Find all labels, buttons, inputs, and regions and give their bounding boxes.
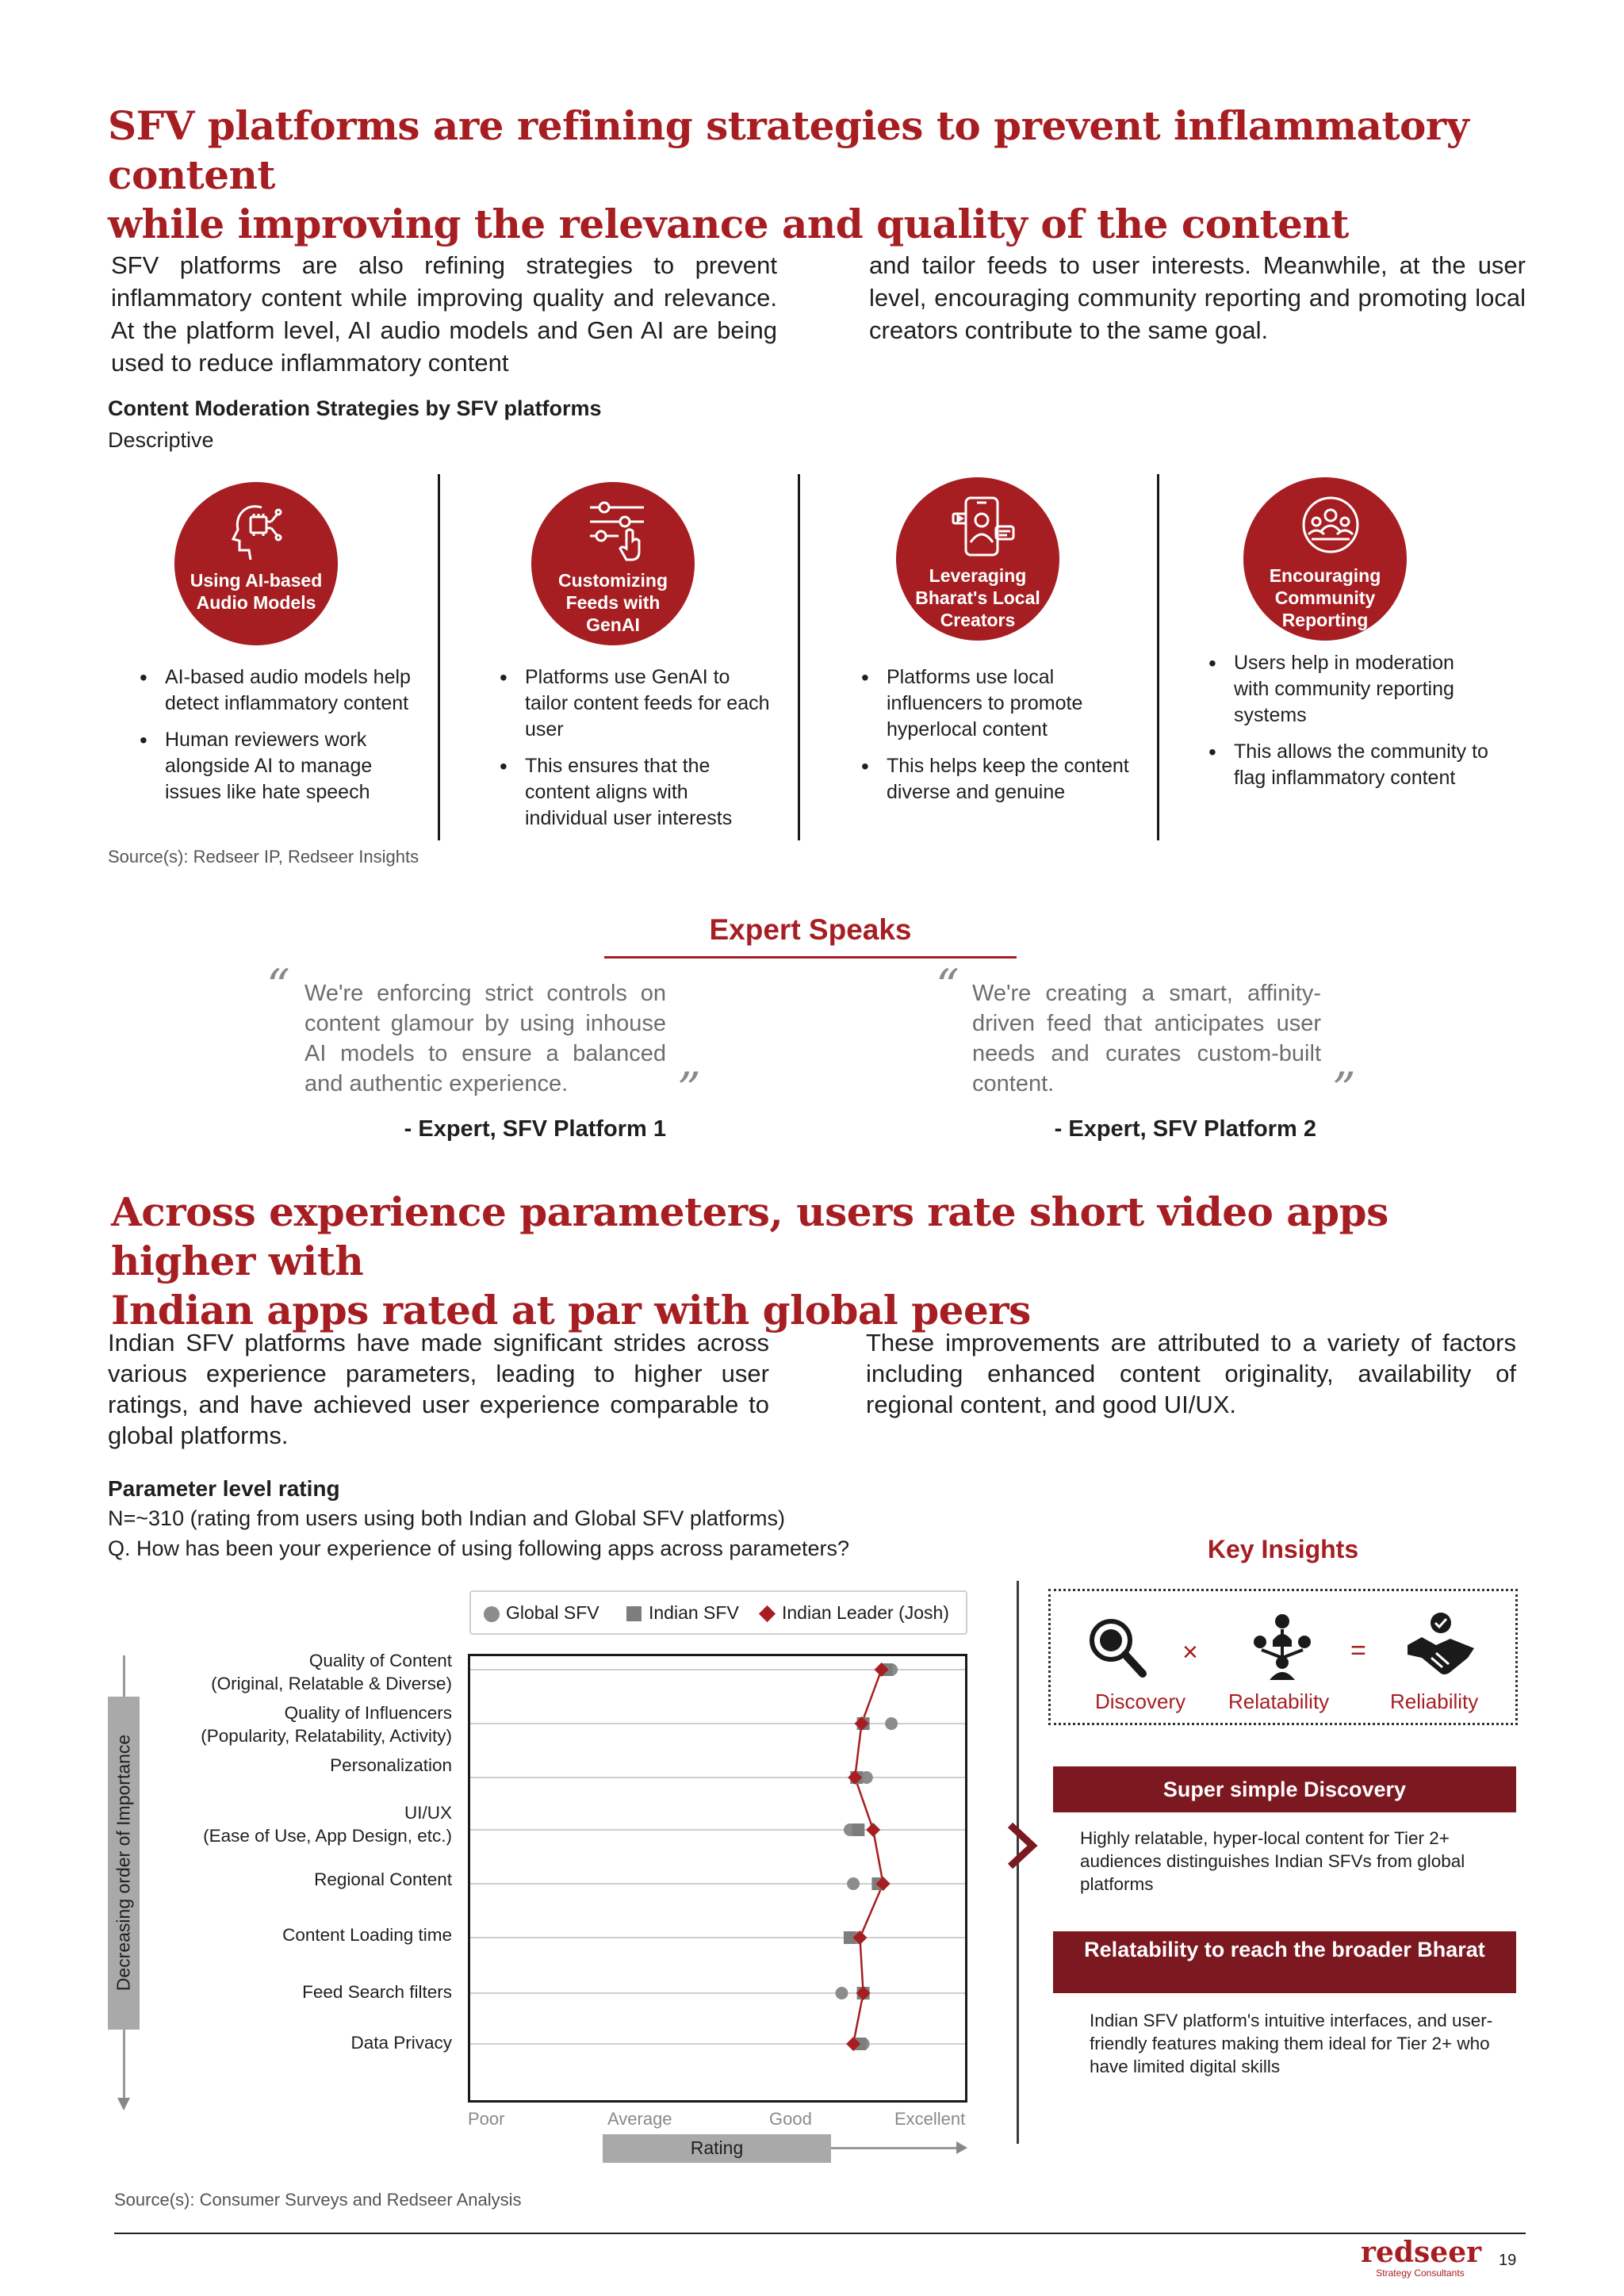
source-note: Source(s): Consumer Surveys and Redseer Analysis bbox=[114, 2190, 522, 2210]
list-item: • This allows the community to flag inflammatory content bbox=[1205, 739, 1491, 791]
list-item: • This helps keep the content diverse and genuine bbox=[858, 753, 1136, 806]
search-icon bbox=[1087, 1615, 1147, 1678]
global-sfv-point bbox=[836, 1987, 848, 1999]
close-quote-icon: ” bbox=[1332, 1062, 1356, 1116]
global-sfv-point bbox=[847, 1877, 860, 1890]
brand-wordmark: redseer bbox=[1361, 2236, 1482, 2269]
global-sfv-point bbox=[885, 1717, 898, 1730]
list-item: • Platforms use local influencers to promote hyperlocal content bbox=[858, 664, 1136, 743]
indian-sfv-point bbox=[852, 1823, 864, 1836]
ai-brain-icon bbox=[230, 499, 282, 563]
category-label: Quality of Content (Original, Relatable & Diverse) bbox=[211, 1651, 452, 1693]
section1-title bbox=[108, 101, 1535, 249]
insight-box-text: Indian SFV platform's intuitive interfaces, and user-friendly features making them ideal for Tier 2+ who have limited digital skills bbox=[1090, 2011, 1493, 2076]
insight-box-title: Relatability to reach the broader Bharat bbox=[1053, 1931, 1516, 1993]
relatability-label: Relatability bbox=[1228, 1689, 1330, 1713]
legend-global-label: Global SFV bbox=[506, 1602, 599, 1623]
community-icon bbox=[1299, 495, 1362, 555]
category-label: UI/UX (Ease of Use, App Design, etc.) bbox=[203, 1803, 452, 1846]
strategy-community-reporting bbox=[1243, 477, 1407, 641]
chart-note-n: N=~310 (rating from users using both Indian and Global SFV platforms) bbox=[108, 1506, 785, 1530]
strategy-label: Customizing Feeds with GenAI bbox=[558, 570, 668, 635]
strategy-label: Leveraging Bharat's Local Creators bbox=[915, 565, 1040, 630]
rating-chart bbox=[468, 1654, 967, 2103]
expert-heading-underline bbox=[604, 956, 1017, 959]
list-item: • Users help in moderation with community reporting systems bbox=[1205, 650, 1491, 729]
expert-attribution-2: - Expert, SFV Platform 2 bbox=[1054, 1116, 1316, 1142]
y-axis-label: Decreasing order of Importance bbox=[113, 1734, 134, 1992]
section2-title-line2: Indian apps rated at par with global peers bbox=[111, 1287, 1031, 1334]
x-tick-label: Excellent bbox=[894, 2109, 966, 2129]
category-label: Feed Search filters bbox=[302, 1982, 452, 2002]
expert-attribution-1: - Expert, SFV Platform 1 bbox=[404, 1116, 666, 1142]
legend-indian-marker bbox=[626, 1606, 642, 1621]
reliability-label: Reliability bbox=[1390, 1689, 1479, 1713]
x-axis-label: Rating bbox=[690, 2137, 744, 2158]
mobile-creator-icon bbox=[952, 495, 1015, 560]
section2-intro-left: Indian SFV platforms have made significant strides across various experience parameters, leading to higher user ratings, and have achieved user experience comparable to global platforms. bbox=[108, 1329, 769, 1449]
times-sign: × bbox=[1182, 1637, 1198, 1667]
insight-box-title: Super simple Discovery bbox=[1053, 1766, 1516, 1812]
legend-indian-label: Indian SFV bbox=[649, 1602, 739, 1623]
strategy-label: Encouraging Community Reporting bbox=[1269, 565, 1381, 630]
insight-box-text: Highly relatable, hyper-local content for Tier 2+ audiences distinguishes Indian SFVs from global platforms bbox=[1080, 1828, 1465, 1894]
section2-title bbox=[111, 1188, 1538, 1335]
strategy-bullets bbox=[136, 664, 414, 816]
y-axis-arrowhead bbox=[117, 2098, 130, 2110]
indian-leader-point bbox=[866, 1823, 880, 1837]
strategies-subtitle: Descriptive bbox=[108, 428, 214, 452]
divider bbox=[438, 474, 440, 840]
section1-intro-left: SFV platforms are also refining strategies to prevent inflammatory content while improving quality and relevance. At the platform level, AI audio models and Gen AI are being used to reduce inflammatory content bbox=[111, 251, 777, 377]
discovery-label: Discovery bbox=[1095, 1689, 1186, 1713]
x-tick-label: Good bbox=[769, 2109, 812, 2129]
list-item: • AI-based audio models help detect inflammatory content bbox=[136, 664, 414, 717]
chart-title: Parameter level rating bbox=[108, 1476, 340, 1501]
source-note: Source(s): Redseer IP, Redseer Insights bbox=[108, 847, 419, 867]
category-label: Regional Content bbox=[314, 1869, 452, 1889]
legend-leader-label: Indian Leader (Josh) bbox=[782, 1602, 949, 1623]
x-tick-label: Average bbox=[607, 2109, 672, 2129]
x-axis-arrow bbox=[831, 2147, 958, 2149]
strategy-label: Using AI-based Audio Models bbox=[190, 570, 323, 613]
section1-title-line2: while improving the relevance and quality of the content bbox=[108, 201, 1349, 247]
sliders-icon bbox=[587, 499, 647, 561]
key-insights-formula-box bbox=[1048, 1589, 1518, 1725]
chart-note-question: Q. How has been your experience of using following apps across parameters? bbox=[108, 1536, 850, 1560]
strategy-bullets bbox=[1205, 650, 1491, 802]
strategy-local-creators bbox=[896, 477, 1059, 641]
x-tick-label: Poor bbox=[468, 2109, 505, 2129]
list-item: • Human reviewers work alongside AI to manage issues like hate speech bbox=[136, 727, 414, 806]
footer-rule bbox=[114, 2233, 1526, 2234]
key-insights-heading: Key Insights bbox=[1207, 1535, 1359, 1563]
strategy-bullets bbox=[858, 664, 1136, 816]
category-label: Quality of Influencers (Popularity, Relatability, Activity) bbox=[201, 1703, 452, 1746]
x-axis-arrowhead bbox=[956, 2141, 967, 2154]
category-label: Personalization bbox=[330, 1755, 452, 1775]
equals-sign: = bbox=[1350, 1636, 1366, 1666]
chevron-right-icon bbox=[1004, 1822, 1039, 1869]
section1-intro-right: and tailor feeds to user interests. Meanwhile, at the user level, encouraging community reporting and promoting local creators contribute to the same goal. bbox=[869, 251, 1526, 344]
strategy-bullets bbox=[496, 664, 774, 842]
expert-quote-1: We're enforcing strict controls on content glamour by using inhouse AI models to ensure a balanced and authentic experience. bbox=[304, 981, 666, 1096]
strategy-customizing-feeds bbox=[531, 482, 695, 645]
category-label: Data Privacy bbox=[350, 2033, 452, 2053]
divider bbox=[1157, 474, 1159, 840]
list-item: • Platforms use GenAI to tailor content feeds for each user bbox=[496, 664, 774, 743]
section2-intro-right: These improvements are attributed to a variety of factors including enhanced content originality, availability of regional content, and good UI/UX. bbox=[866, 1329, 1516, 1418]
close-quote-icon: ” bbox=[677, 1062, 701, 1116]
expert-heading: Expert Speaks bbox=[709, 913, 912, 946]
strategy-ai-audio-models bbox=[174, 482, 338, 645]
section2-title-line1: Across experience parameters, users rate short video apps higher with bbox=[111, 1188, 1388, 1284]
chart-legend bbox=[469, 1590, 967, 1635]
people-network-icon bbox=[1251, 1612, 1314, 1680]
handshake-check-icon bbox=[1404, 1610, 1477, 1680]
category-label: Content Loading time bbox=[282, 1925, 452, 1945]
expert-quote-2: We're creating a smart, affinity-driven feed that anticipates user needs and curates custom-built content. bbox=[972, 981, 1321, 1096]
page-number: 19 bbox=[1499, 2252, 1517, 2269]
section1-title-line1: SFV platforms are refining strategies to prevent inflammatory content bbox=[108, 102, 1469, 198]
legend-leader-marker bbox=[759, 1605, 776, 1622]
legend-global-marker bbox=[484, 1606, 500, 1622]
brand-logo bbox=[1361, 2237, 1480, 2279]
open-quote-icon: “ bbox=[936, 959, 959, 1013]
strategies-title: Content Moderation Strategies by SFV platforms bbox=[108, 396, 602, 420]
divider bbox=[798, 474, 800, 840]
list-item: • This ensures that the content aligns with individual user interests bbox=[496, 753, 774, 832]
open-quote-icon: “ bbox=[266, 959, 290, 1013]
brand-tagline: Strategy Consultants bbox=[1376, 2267, 1465, 2279]
